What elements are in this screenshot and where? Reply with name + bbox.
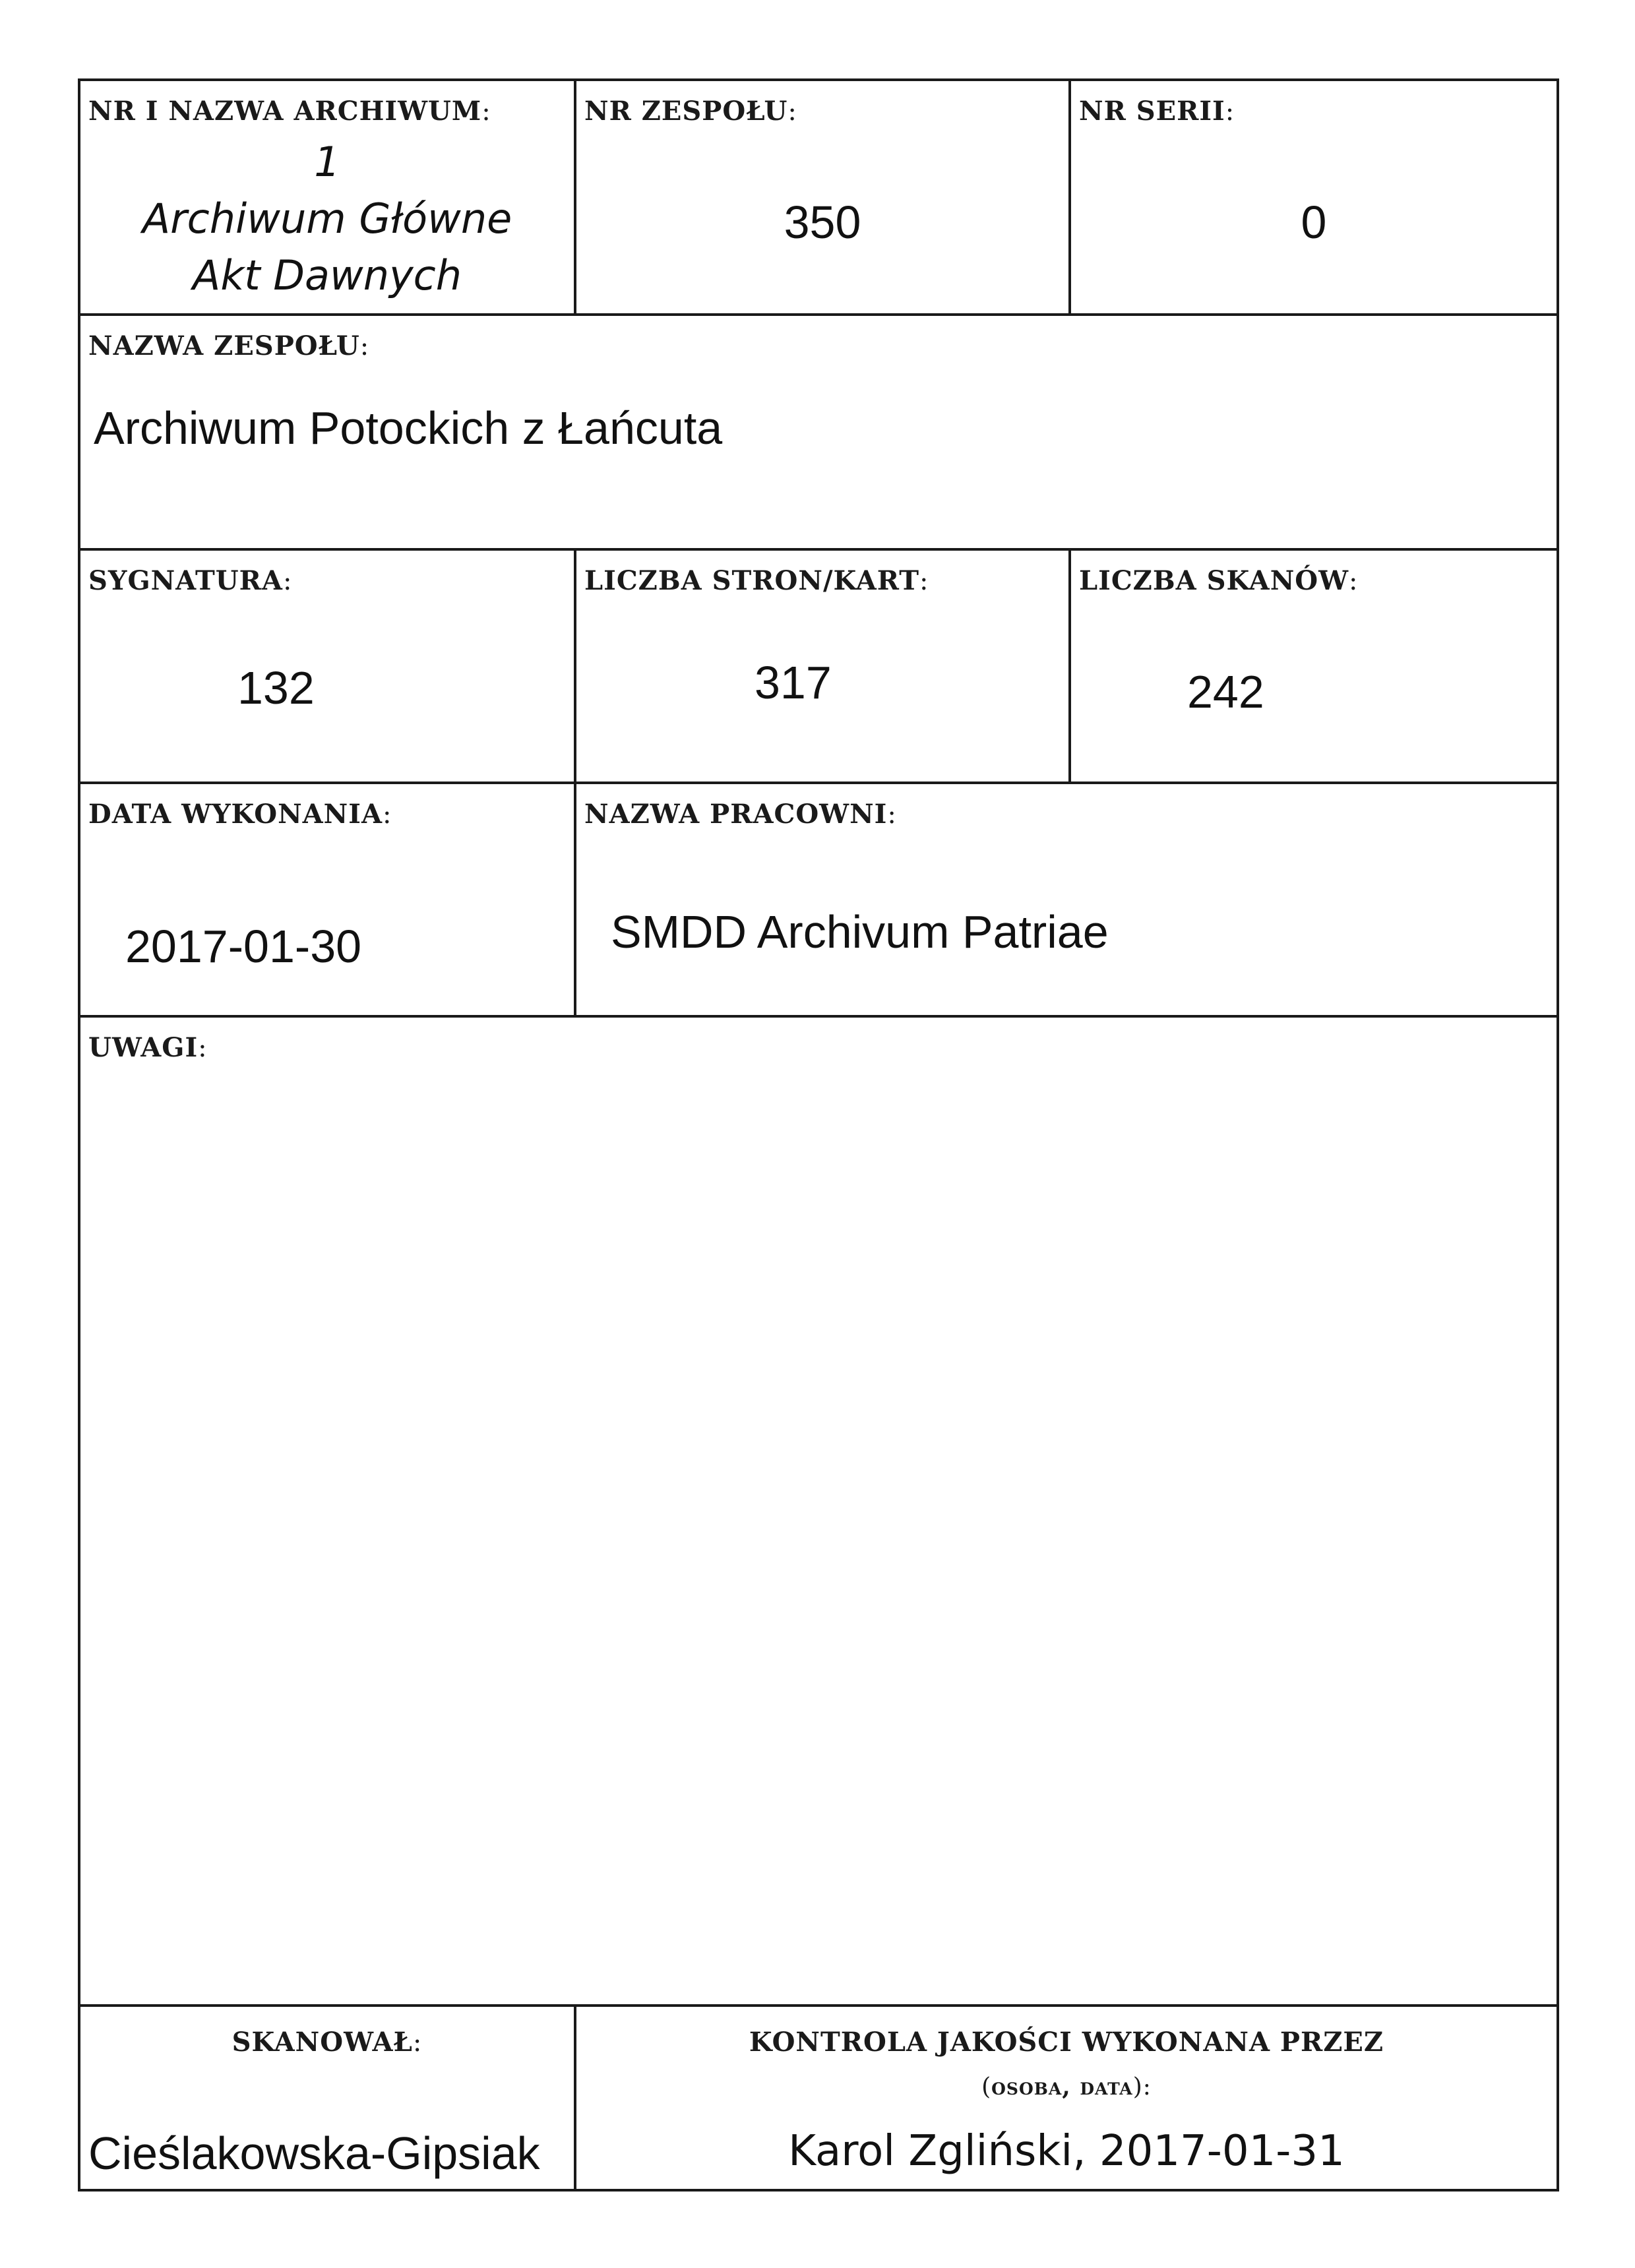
archive-name-line2: Akt Dawnych [192, 251, 462, 299]
signature-cell [80, 551, 576, 784]
fonds-name-cell [80, 316, 1557, 551]
signature-value: 132 [237, 662, 315, 714]
scanned-by-value: Cieślakowska-Gipsiak [88, 2128, 540, 2179]
scans-count-cell [1071, 551, 1557, 784]
pages-count-label: LICZBA STRON/KART: [584, 565, 929, 596]
fonds-number-label: NR ZESPOŁU: [584, 96, 797, 127]
archive-cell [80, 81, 576, 316]
quality-control-cell [576, 2007, 1557, 2189]
date-done-label: DATA WYKONANIA: [88, 799, 392, 830]
scanned-by-cell [80, 2007, 576, 2189]
remarks-label: UWAGI: [88, 1032, 208, 1063]
quality-control-value: Karol Zgliński, 2017-01-31 [788, 2127, 1345, 2176]
date-done-value: 2017-01-30 [125, 921, 362, 972]
scans-count-value: 242 [1187, 666, 1264, 718]
remarks-cell [80, 1018, 1557, 2007]
series-number-label: NR SERII: [1079, 96, 1235, 127]
archive-name-line1: Archiwum Główne [142, 195, 512, 243]
archive-scan-form [78, 78, 1559, 2191]
workshop-label: NAZWA PRACOWNI: [584, 799, 897, 830]
date-done-cell [80, 784, 576, 1018]
fonds-number-value: 350 [784, 197, 861, 248]
quality-control-sublabel: (osoba, data): [981, 2073, 1152, 2100]
fonds-name-label: NAZWA ZESPOŁU: [88, 330, 370, 361]
series-number-cell [1071, 81, 1557, 316]
scanned-by-label: SKANOWAŁ: [231, 2027, 423, 2058]
archive-label: NR I NAZWA ARCHIWUM: [88, 96, 491, 127]
pages-count-value: 317 [755, 657, 832, 708]
signature-label: SYGNATURA: [88, 565, 293, 596]
pages-count-cell [576, 551, 1071, 784]
series-number-value: 0 [1301, 197, 1327, 248]
quality-control-label: KONTROLA JAKOŚCI WYKONANA PRZEZ [749, 2027, 1384, 2058]
workshop-value: SMDD Archivum Patriae [611, 906, 1109, 958]
archive-number: 1 [314, 138, 340, 186]
fonds-name-value: Archiwum Potockich z Łańcuta [94, 402, 723, 454]
scans-count-label: LICZBA SKANÓW: [1079, 565, 1359, 596]
workshop-cell [576, 784, 1557, 1018]
fonds-number-cell [576, 81, 1071, 316]
